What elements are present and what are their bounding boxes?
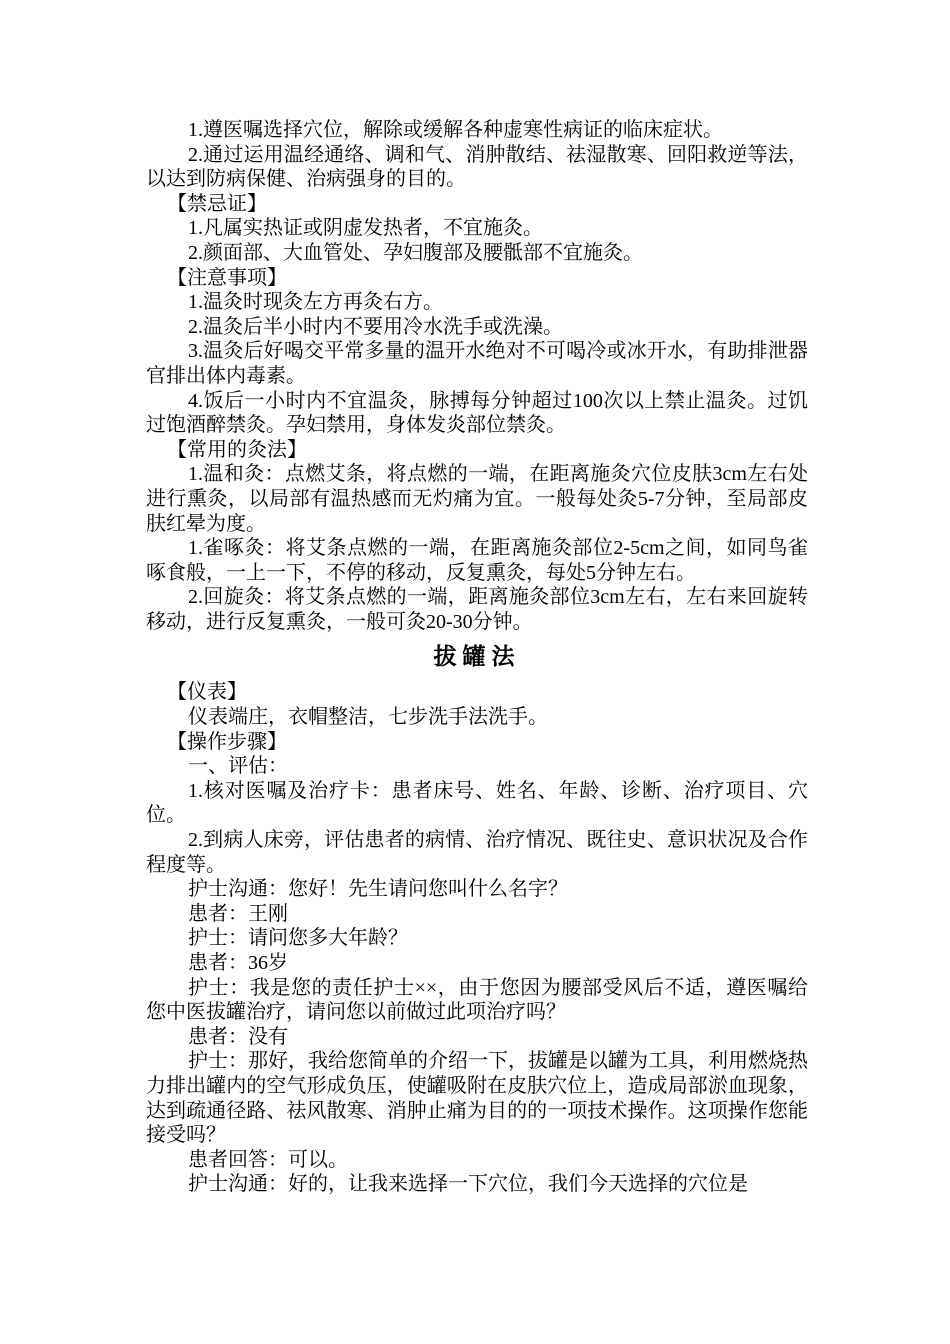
dialogue-line-5: 护士：我是您的责任护士××，由于您因为腰部受风后不适，遵医嘱给您中医拔罐治疗，请问您以前做过此项治疗吗？	[146, 976, 808, 1024]
assess-heading: 一、评估：	[188, 755, 288, 778]
method-item-1: 1.温和灸：点燃艾条，将点燃的一端，在距离施灸穴位皮肤3cm左右处进行熏灸，以局部有温热感而无灼痛为宜。一般每处灸5-7分钟，至局部皮肤红晕为度。	[146, 463, 808, 535]
appearance-text: 仪表端庄，衣帽整洁，七步洗手法洗手。	[188, 706, 548, 729]
note-item-4: 4.饭后一小时内不宜温灸，脉搏每分钟超过100次以上禁止温灸。过饥过饱酒醉禁灸。孕妇禁用，身体发炎部位禁灸。	[146, 389, 808, 437]
note-item-3: 3.温灸后好喝交平常多量的温开水绝对不可喝冷或冰开水，有助排泄器官排出体内毒素。	[146, 340, 808, 387]
section-title: 拔罐法	[433, 644, 521, 670]
method-item-3: 2.回旋灸：将艾条点燃的一端，距离施灸部位3cm左右，左右来回旋转移动，进行反复熏灸，一般可灸20-30分钟。	[146, 586, 808, 633]
assess-item-2: 2.到病人床旁，评估患者的病情、治疗情况、既往史、意识状况及合作程度等。	[146, 829, 808, 876]
document-page	[146, 118, 808, 1197]
note-item-2: 2.温灸后半小时内不要用冷水洗手或洗澡。	[188, 315, 563, 338]
dialogue-line-9: 护士沟通：好的，让我来选择一下穴位，我们今天选择的穴位是	[188, 1173, 748, 1196]
methods-heading: 【常用的灸法】	[167, 438, 307, 461]
contraindication-item-2: 2.颜面部、大血管处、孕妇腹部及腰骶部不宜施灸。	[188, 241, 643, 264]
purpose-item-2: 2.通过运用温经通络、调和气、消肿散结、祛湿散寒、回阳救逆等法，以达到防病保健、治病强身的目的。	[146, 143, 808, 191]
dialogue-line-1: 护士沟通：您好！先生请问您叫什么名字？	[188, 878, 568, 901]
steps-heading: 【操作步骤】	[167, 730, 287, 753]
note-item-1: 1.温灸时现灸左方再灸右方。	[188, 291, 443, 314]
dialogue-line-2: 患者：王刚	[188, 902, 288, 925]
contraindication-item-1: 1.凡属实热证或阴虚发热者，不宜施灸。	[188, 217, 543, 240]
dialogue-line-7: 护士：那好，我给您简单的介绍一下，拔罐是以罐为工具，利用燃烧热力排出罐内的空气形成负压，使罐吸附在皮肤穴位上，造成局部淤血现象，达到疏通径路、祛风散寒、消肿止痛为目的的一项技术操作。这项操作您能接受吗？	[146, 1050, 808, 1147]
method-item-2: 1.雀啄灸：将艾条点燃的一端，在距离施灸部位2-5cm之间，如同鸟雀啄食般，一上一下，不停的移动，反复熏灸，每处5分钟左右。	[146, 537, 808, 584]
notes-heading: 【注意事项】	[167, 266, 287, 289]
dialogue-line-3: 护士：请问您多大年龄？	[188, 927, 408, 950]
dialogue-line-4: 患者：36岁	[188, 952, 288, 974]
assess-item-1: 1.核对医嘱及治疗卡：患者床号、姓名、年龄、诊断、治疗项目、穴位。	[146, 779, 808, 827]
appearance-heading: 【仪表】	[167, 681, 247, 704]
dialogue-line-6: 患者：没有	[188, 1025, 288, 1048]
dialogue-line-8: 患者回答：可以。	[188, 1148, 348, 1171]
contraindications-heading: 【禁忌证】	[167, 192, 267, 215]
purpose-item-1: 1.遵医嘱选择穴位，解除或缓解各种虚寒性病证的临床症状。	[188, 119, 723, 141]
